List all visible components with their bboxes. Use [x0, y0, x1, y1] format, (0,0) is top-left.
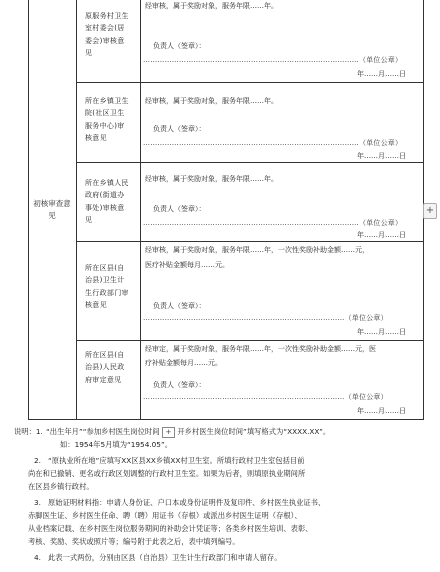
note-2-line-3: 在区县乡镇行政村。 — [28, 482, 94, 491]
review-statement: 经审核，属于奖励对象，服务年限……年。 — [145, 175, 278, 183]
section-label: 原服务村卫生室村委会(居委会)审核意见 — [85, 12, 129, 57]
signer-line: 负责人（签章）： — [153, 302, 206, 310]
add-row-button[interactable]: + — [423, 203, 437, 219]
approval-statement: 经审定，属于奖励对象，服务年限……年，一次性奖励补助金额……元，医 — [145, 345, 376, 353]
signer-line: 负责人（签章）： — [153, 381, 206, 389]
section-label: 所在区县(自治县)人民政府审定意见 — [85, 351, 125, 384]
subsidy-statement: 医疗补贴金额每月……元。 — [145, 261, 229, 269]
note-4-number: 4. — [34, 553, 41, 562]
section-village-review — [77, 0, 424, 82]
note-2-number: 2. — [34, 456, 41, 465]
date-line: 年……月……日 — [357, 152, 406, 160]
note-2-line-2: 尚在和已撤销、更名或行政区划调整的行政村卫生室。如果为后者，则填原执业期间所 — [28, 469, 306, 478]
seal-line: ………………………………………………………………………………（单位公章） — [143, 139, 403, 147]
signer-line: 负责人（签章）： — [153, 205, 206, 213]
section-label: 所在乡镇卫生院(社区卫生服务中心)审核意见 — [85, 97, 129, 142]
seal-line: …………………………………………………………………………（单位公章） — [143, 393, 388, 401]
seal-line: …………………………………………………………………………（单位公章） — [143, 314, 388, 322]
section-township-government-review — [77, 163, 424, 241]
note-1-text-b: 开乡村医生岗位时间”填写格式为“XXXX.XX”。 — [177, 427, 331, 436]
review-statement: 经审核，属于奖励对象，服务年限……年。 — [145, 97, 278, 105]
subsidy-statement: 疗补贴金额每月……元。 — [145, 359, 222, 367]
note-1-text-a: “出生年月”“参加乡村医生岗位时间 — [46, 427, 160, 436]
review-statement: 经审核，属于奖励对象，服务年限……年。 — [145, 2, 278, 10]
notes-prefix: 说明：1. — [14, 427, 43, 436]
section-township-hospital-review — [77, 83, 424, 162]
section-county-government-approval — [77, 341, 424, 419]
section-label: 所在区县(自治县)卫生计生行政部门审核意见 — [85, 264, 129, 309]
date-line: 年……月……日 — [357, 70, 406, 78]
note-4-line-1: 此表一式两份，分别由区县（自治县）卫生计生行政部门和申请人留存。 — [48, 553, 282, 562]
left-column-label: 初核审查意见 — [33, 199, 71, 220]
note-2-line-1: “原执业所在地”应填写XX区县XX乡镇XX村卫生室。所填行政村卫生室包括目前 — [48, 456, 305, 465]
table-border-left — [28, 0, 29, 420]
note-3-number: 3. — [34, 498, 41, 507]
date-line: 年……月……日 — [357, 231, 406, 239]
review-table — [28, 0, 424, 420]
inline-add-button[interactable]: + — [162, 427, 176, 438]
note-3-line-1: 原始证明材料指：申请人身份证、户口本或身份证明件及复印件、乡村医生执业证书、 — [48, 498, 326, 507]
seal-line: ………………………………………………………………………………（单位公章） — [143, 56, 403, 64]
note-3-line-2: 赤脚医生证、乡村医生任命、聘（聘）用证书（存根）或派出乡村医生证明（存根）、 — [28, 511, 302, 520]
note-3-line-4: 考核、奖励、奖状或照片等；编号附于此表之后，表中填列编号。 — [28, 537, 240, 546]
date-line: 年……月……日 — [357, 328, 406, 336]
section-county-health-review — [77, 242, 424, 340]
section-label: 所在乡镇人民政府(街道办事处)审核意见 — [85, 179, 129, 224]
seal-line: ………………………………………………………………………………（单位公章） — [143, 219, 403, 227]
table-border-bottom — [28, 419, 424, 420]
note-3-line-3: 从业档案记载、在乡村医生岗位服务期间的补助会计凭证等；各类乡村医生培训、表彰、 — [28, 524, 313, 533]
note-1-text-c: 如：1954年5月填为“1954.05”。 — [60, 440, 173, 449]
review-statement: 经审核，属于奖励对象，服务年限……年，一次性奖励补助金额……元， — [145, 246, 369, 254]
signer-line: 负责人（签章）： — [153, 125, 206, 133]
date-line: 年……月……日 — [357, 407, 406, 415]
signer-line: 负责人（签章）： — [153, 42, 206, 50]
